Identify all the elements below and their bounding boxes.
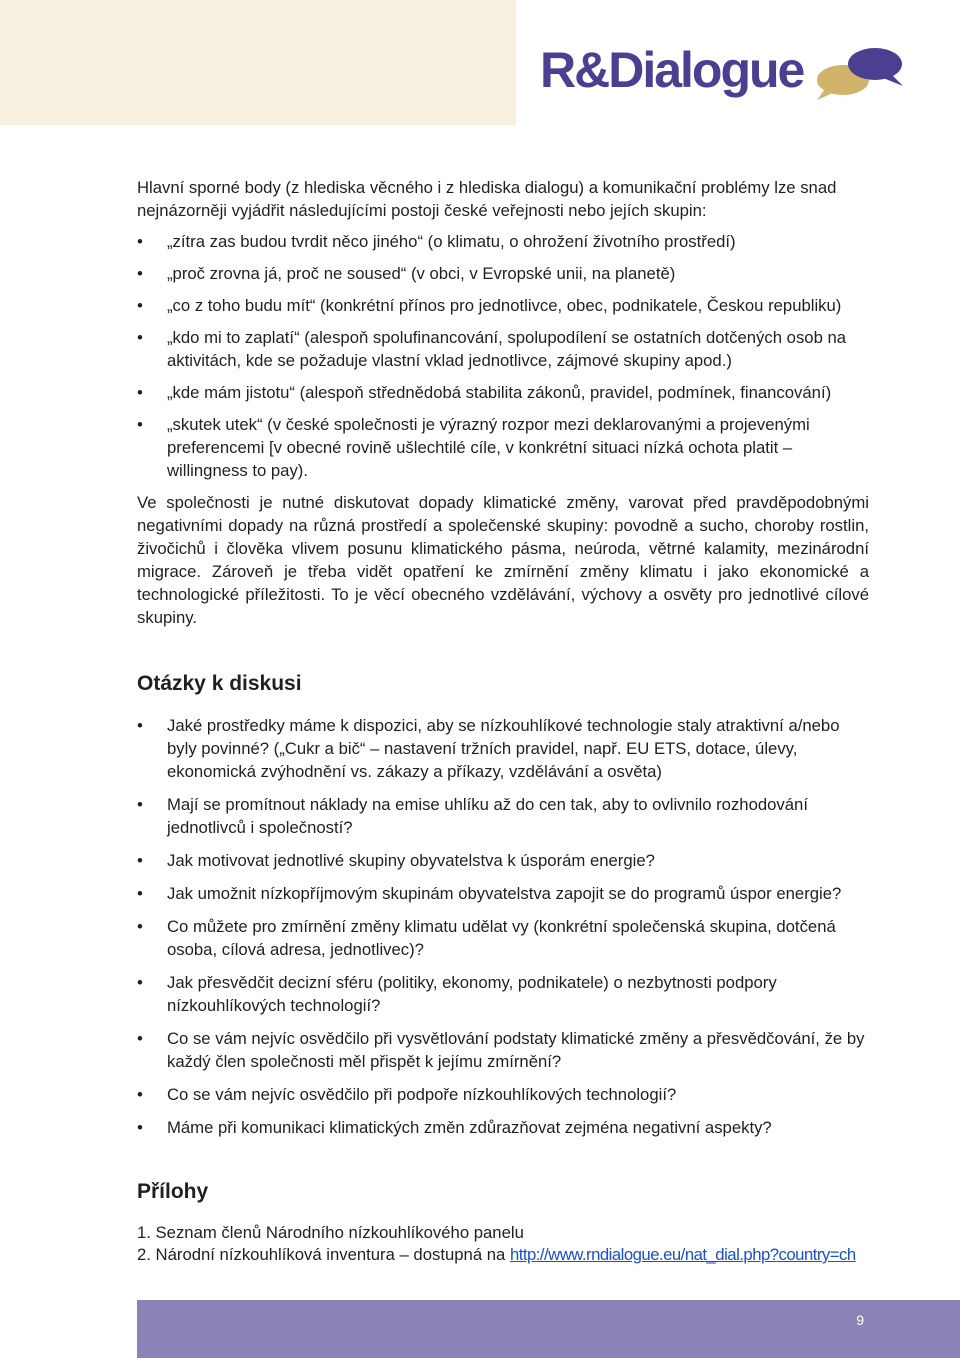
inventory-link[interactable]: http://www.rndialogue.eu/nat_dial.php?country=ch xyxy=(509,1245,856,1264)
discussion-heading: Otázky k diskusi xyxy=(137,672,302,695)
brand-logo xyxy=(540,38,905,102)
page-number: 9 xyxy=(856,1312,864,1328)
header-background xyxy=(0,0,516,125)
list-item: • „co z toho budu mít“ (konkrétní přínos pro jednotlivce, obec, podnikatele, Českou republiku) xyxy=(137,294,869,317)
attachments-heading: Přílohy xyxy=(137,1180,209,1203)
list-item: • Mají se promítnout náklady na emise uhlíku až do cen tak, aby to ovlivnilo rozhodování jednotlivců i společností? xyxy=(137,793,869,839)
list-item: • Co se vám nejvíc osvědčilo při podpoře nízkouhlíkových technologií? xyxy=(137,1083,869,1106)
list-item: • Máme při komunikaci klimatických změn zdůrazňovat zejména negativní aspekty? xyxy=(137,1116,869,1139)
attachment-list xyxy=(137,1222,869,1266)
list-item: • „proč zrovna já, proč ne soused“ (v obci, v Evropské unii, na planetě) xyxy=(137,262,869,285)
question-list xyxy=(137,714,869,1139)
problem-list xyxy=(137,230,869,482)
attachment-item xyxy=(137,1244,869,1266)
speech-bubbles-icon xyxy=(813,44,905,102)
list-item: • „zítra zas budou tvrdit něco jiného“ (o klimatu, o ohrožení životního prostředí) xyxy=(137,230,869,253)
list-item: • Jak přesvědčit decizní sféru (politiky, ekonomy, podnikatele) o nezbytnosti podpory nízkouhlíkových technologií? xyxy=(137,971,869,1017)
main-content xyxy=(137,176,869,1266)
list-item: • Jak umožnit nízkopříjmovým skupinám obyvatelstva zapojit se do programů úspor energie? xyxy=(137,882,869,905)
footer-bar xyxy=(137,1300,960,1358)
list-item: • „kdo mi to zaplatí“ (alespoň spolufinancování, spolupodílení se ostatních dotčených osob na aktivitách, kde se požaduje vlastní vklad jednotlivce, zájmové skupiny apod.) xyxy=(137,326,869,372)
intro-text: Hlavní sporné body (z hlediska věcného i z hlediska dialogu) a komunikační problémy lze snad nejnázorněji vyjádřit následujícími postoji české veřejnosti nebo jejích skupin: xyxy=(137,178,837,220)
list-item: • Co se vám nejvíc osvědčilo při vysvětlování podstaty klimatické změny a přesvědčování, že by každý člen společnosti měl přispět k jejímu zmírnění? xyxy=(137,1027,869,1073)
list-item: • Jaké prostředky máme k dispozici, aby se nízkouhlíkové technologie staly atraktivní a/nebo byly povinné? („Cukr a bič“ – nastavení tržních pravidel, např. EU ETS, dotace, úlevy, ekonomická zvýhodnění vs. zákazy a příkazy, vzdělávání a osvěta) xyxy=(137,714,869,783)
attachment-text: 2. Národní nízkouhlíková inventura – dostupná na xyxy=(137,1245,510,1264)
body-paragraph: Ve společnosti je nutné diskutovat dopady klimatické změny, varovat před pravděpodobnými negativními dopady na různá prostředí a společenské skupiny: povodně a sucho, choroby rostlin, živočichů i člověka vlivem posunu klimatického pásma, neúroda, větrné kalamity, mezinárodní migrace. Zároveň je třeba vidět opatření ke zmírnění změny klimatu i jako ekonomické a technologické příležitosti. To je věcí obecného vzdělávání, výchovy a osvěty pro jednotlivé cílové skupiny. xyxy=(137,493,869,627)
logo-text: R&Dialogue xyxy=(540,42,804,98)
list-item: • „skutek utek“ (v české společnosti je výrazný rozpor mezi deklarovanými a projevenými preferencemi [v obecné rovině ušlechtilé cíle, v konkrétní situaci nízká ochota platit – willingness to pay). xyxy=(137,413,869,482)
list-item: • Jak motivovat jednotlivé skupiny obyvatelstva k úsporám energie? xyxy=(137,849,869,872)
attachment-item: 1. Seznam členů Národního nízkouhlíkového panelu xyxy=(137,1223,524,1242)
list-item: • Co můžete pro zmírnění změny klimatu udělat vy (konkrétní společenská skupina, dotčená osoba, cílová adresa, jednotlivec)? xyxy=(137,915,869,961)
list-item: • „kde mám jistotu“ (alespoň střednědobá stabilita zákonů, pravidel, podmínek, financování) xyxy=(137,381,869,404)
